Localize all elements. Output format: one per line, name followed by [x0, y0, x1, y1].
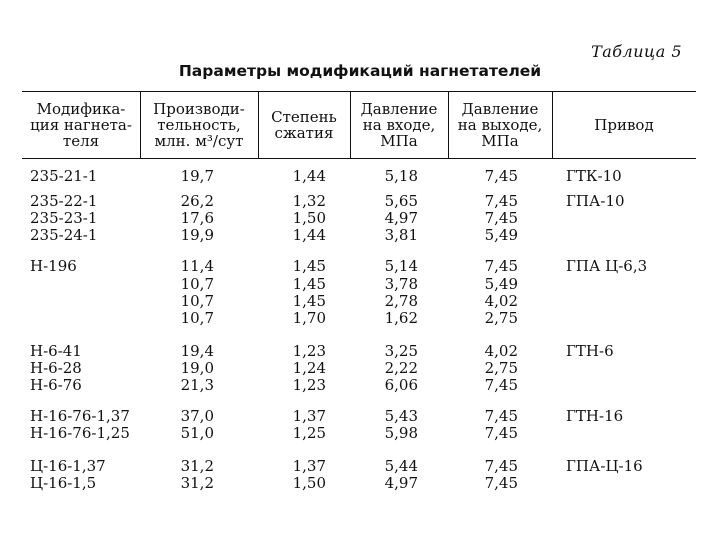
cell-drive: ГТН-16	[566, 407, 624, 425]
cell-capacity: 17,6	[180, 209, 214, 227]
cell-compression: 1,45	[292, 257, 326, 275]
cell-capacity: 10,7	[180, 309, 214, 327]
cell-inlet-pressure: 2,22	[384, 359, 418, 377]
cell-outlet-pressure: 7,45	[484, 424, 518, 442]
cell-compression: 1,50	[292, 209, 326, 227]
cell-outlet-pressure: 2,75	[484, 309, 518, 327]
cell-capacity: 26,2	[180, 192, 214, 210]
cell-compression: 1,37	[292, 457, 326, 475]
cell-inlet-pressure: 4,97	[384, 474, 418, 492]
cell-modification: Н-6-28	[30, 359, 82, 377]
cell-compression: 1,44	[292, 226, 326, 244]
cell-drive: ГТК-10	[566, 167, 622, 185]
cell-inlet-pressure: 4,97	[384, 209, 418, 227]
cell-outlet-pressure: 5,49	[484, 275, 518, 293]
cell-compression: 1,45	[292, 275, 326, 293]
cell-inlet-pressure: 5,98	[384, 424, 418, 442]
cell-outlet-pressure: 2,75	[484, 359, 518, 377]
cell-compression: 1,23	[292, 376, 326, 394]
cell-modification: 235-24-1	[30, 226, 98, 244]
cell-capacity: 10,7	[180, 275, 214, 293]
cell-compression: 1,45	[292, 292, 326, 310]
cell-compression: 1,50	[292, 474, 326, 492]
header-compression: Степень сжатия	[271, 108, 337, 142]
cell-inlet-pressure: 1,62	[384, 309, 418, 327]
cell-compression: 1,70	[292, 309, 326, 327]
cell-compression: 1,23	[292, 342, 326, 360]
cell-drive: ГТН-6	[566, 342, 614, 360]
cell-drive: ГПА-Ц-16	[566, 457, 643, 475]
cell-capacity: 19,0	[180, 359, 214, 377]
cell-inlet-pressure: 5,43	[384, 407, 418, 425]
cell-outlet-pressure: 4,02	[484, 342, 518, 360]
cell-outlet-pressure: 7,45	[484, 167, 518, 185]
cell-modification: Н-16-76-1,25	[30, 424, 130, 442]
table-number: Таблица 5	[591, 42, 682, 61]
cell-inlet-pressure: 2,78	[384, 292, 418, 310]
cell-outlet-pressure: 7,45	[484, 474, 518, 492]
cell-inlet-pressure: 5,18	[384, 167, 418, 185]
cell-capacity: 10,7	[180, 292, 214, 310]
cell-outlet-pressure: 7,45	[484, 457, 518, 475]
cell-inlet-pressure: 3,81	[384, 226, 418, 244]
cell-capacity: 21,3	[180, 376, 214, 394]
cell-capacity: 31,2	[180, 457, 214, 475]
cell-compression: 1,32	[292, 192, 326, 210]
cell-capacity: 19,4	[180, 342, 214, 360]
cell-compression: 1,37	[292, 407, 326, 425]
cell-modification: 235-22-1	[30, 192, 98, 210]
cell-capacity: 37,0	[180, 407, 214, 425]
cell-inlet-pressure: 3,25	[384, 342, 418, 360]
cell-compression: 1,44	[292, 167, 326, 185]
cell-outlet-pressure: 7,45	[484, 209, 518, 227]
header-modification: Модифика- ция нагнета- теля	[30, 100, 132, 150]
cell-modification: Н-16-76-1,37	[30, 407, 130, 425]
cell-modification: 235-23-1	[30, 209, 98, 227]
cell-outlet-pressure: 7,45	[484, 257, 518, 275]
cell-outlet-pressure: 5,49	[484, 226, 518, 244]
header-drive: Привод	[594, 116, 654, 134]
cell-inlet-pressure: 5,65	[384, 192, 418, 210]
cell-outlet-pressure: 7,45	[484, 192, 518, 210]
cell-modification: 235-21-1	[30, 167, 98, 185]
header-bottom-rule	[22, 158, 696, 159]
header-inlet-pressure: Давление на входе, МПа	[360, 100, 438, 150]
cell-inlet-pressure: 5,44	[384, 457, 418, 475]
cell-modification: Н-6-41	[30, 342, 82, 360]
cell-outlet-pressure: 7,45	[484, 407, 518, 425]
cell-capacity: 19,9	[180, 226, 214, 244]
cell-modification: Ц-16-1,37	[30, 457, 106, 475]
cell-drive: ГПА Ц-6,3	[566, 257, 648, 275]
cell-compression: 1,24	[292, 359, 326, 377]
cell-modification: Н-196	[30, 257, 77, 275]
header-outlet-pressure: Давление на выходе, МПа	[457, 100, 543, 150]
cell-inlet-pressure: 5,14	[384, 257, 418, 275]
table-title: Параметры модификаций нагнетателей	[178, 62, 542, 80]
cell-outlet-pressure: 7,45	[484, 376, 518, 394]
cell-capacity: 51,0	[180, 424, 214, 442]
cell-modification: Н-6-76	[30, 376, 82, 394]
cell-capacity: 31,2	[180, 474, 214, 492]
header-capacity: Производи- тельность, млн. м³/сут	[153, 100, 245, 150]
cell-drive: ГПА-10	[566, 192, 625, 210]
cell-capacity: 19,7	[180, 167, 214, 185]
cell-inlet-pressure: 6,06	[384, 376, 418, 394]
cell-inlet-pressure: 3,78	[384, 275, 418, 293]
cell-outlet-pressure: 4,02	[484, 292, 518, 310]
cell-compression: 1,25	[292, 424, 326, 442]
cell-modification: Ц-16-1,5	[30, 474, 97, 492]
cell-capacity: 11,4	[180, 257, 214, 275]
